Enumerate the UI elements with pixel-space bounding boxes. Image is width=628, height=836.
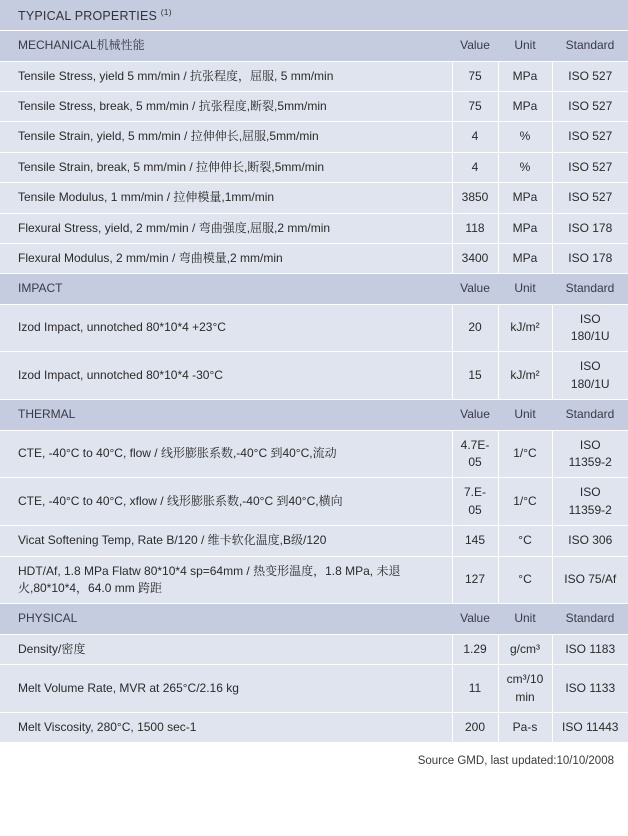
property-name: Melt Volume Rate, MVR at 265°C/2.16 kg: [0, 665, 452, 713]
section-header-row: [0, 400, 628, 430]
property-unit: 1/°C: [498, 478, 552, 526]
property-standard: ISO 1133: [552, 665, 628, 713]
column-header-standard: Standard: [552, 400, 628, 430]
table-row: [0, 152, 628, 182]
property-value: 20: [452, 304, 498, 352]
property-name: Melt Viscosity, 280°C, 1500 sec-1: [0, 712, 452, 742]
property-value: 127: [452, 556, 498, 604]
property-value: 75: [452, 61, 498, 91]
properties-table: [0, 31, 628, 743]
column-header-unit: Unit: [498, 274, 552, 304]
column-header-value: Value: [452, 400, 498, 430]
property-standard: ISO 306: [552, 526, 628, 556]
column-header-standard: Standard: [552, 31, 628, 61]
property-name: Vicat Softening Temp, Rate B/120 / 维卡软化温度,B级/120: [0, 526, 452, 556]
property-unit: %: [498, 152, 552, 182]
section-title: MECHANICAL机械性能: [0, 31, 452, 61]
table-row: [0, 430, 628, 478]
page-title-footnote-marker: (1): [160, 7, 172, 17]
property-standard: ISO 178: [552, 213, 628, 243]
property-value: 1.29: [452, 634, 498, 664]
property-standard: ISO 527: [552, 61, 628, 91]
table-row: [0, 304, 628, 352]
column-header-standard: Standard: [552, 604, 628, 634]
property-standard: ISO 75/Af: [552, 556, 628, 604]
property-standard: ISO 180/1U: [552, 304, 628, 352]
property-value: 3850: [452, 183, 498, 213]
column-header-unit: Unit: [498, 31, 552, 61]
table-row: [0, 213, 628, 243]
page-title: [0, 0, 628, 31]
table-row: [0, 61, 628, 91]
property-name: Density/密度: [0, 634, 452, 664]
property-name: Tensile Strain, yield, 5 mm/min / 拉伸伸长,屈服,5mm/min: [0, 122, 452, 152]
property-unit: MPa: [498, 91, 552, 121]
property-name: Tensile Modulus, 1 mm/min / 拉伸模量,1mm/min: [0, 183, 452, 213]
page-title-text: TYPICAL PROPERTIES: [18, 9, 158, 24]
column-header-value: Value: [452, 31, 498, 61]
property-standard: ISO 178: [552, 243, 628, 273]
property-standard: ISO 180/1U: [552, 352, 628, 400]
property-value: 4: [452, 152, 498, 182]
section-title: THERMAL: [0, 400, 452, 430]
table-row: [0, 478, 628, 526]
table-row: [0, 243, 628, 273]
property-value: 4: [452, 122, 498, 152]
property-value: 3400: [452, 243, 498, 273]
column-header-value: Value: [452, 274, 498, 304]
property-standard: ISO 11359-2: [552, 430, 628, 478]
property-unit: MPa: [498, 213, 552, 243]
column-header-value: Value: [452, 604, 498, 634]
property-standard: ISO 527: [552, 91, 628, 121]
table-row: [0, 122, 628, 152]
property-value: 11: [452, 665, 498, 713]
table-row: [0, 91, 628, 121]
property-unit: MPa: [498, 61, 552, 91]
property-name: Izod Impact, unnotched 80*10*4 -30°C: [0, 352, 452, 400]
property-value: 118: [452, 213, 498, 243]
table-row: [0, 665, 628, 713]
property-value: 145: [452, 526, 498, 556]
section-header-row: [0, 31, 628, 61]
property-name: CTE, -40°C to 40°C, xflow / 线形膨胀系数,-40°C 到40°C,横向: [0, 478, 452, 526]
property-name: Tensile Stress, yield 5 mm/min / 抗张程度，屈服, 5 mm/min: [0, 61, 452, 91]
property-unit: kJ/m²: [498, 352, 552, 400]
property-unit: kJ/m²: [498, 304, 552, 352]
property-standard: ISO 527: [552, 122, 628, 152]
column-header-standard: Standard: [552, 274, 628, 304]
property-unit: g/cm³: [498, 634, 552, 664]
property-standard: ISO 11359-2: [552, 478, 628, 526]
property-unit: °C: [498, 526, 552, 556]
table-row: [0, 183, 628, 213]
property-unit: MPa: [498, 183, 552, 213]
property-unit: Pa-s: [498, 712, 552, 742]
property-value: 15: [452, 352, 498, 400]
source-footer: Source GMD, last updated:10/10/2008: [417, 755, 614, 768]
property-value: 200: [452, 712, 498, 742]
property-standard: ISO 527: [552, 183, 628, 213]
property-unit: %: [498, 122, 552, 152]
property-name: Tensile Stress, break, 5 mm/min / 抗张程度,断裂,5mm/min: [0, 91, 452, 121]
section-title: PHYSICAL: [0, 604, 452, 634]
table-row: [0, 352, 628, 400]
section-header-row: [0, 274, 628, 304]
property-standard: ISO 527: [552, 152, 628, 182]
table-row: [0, 634, 628, 664]
property-value: 7.E-05: [452, 478, 498, 526]
table-row: [0, 526, 628, 556]
property-unit: cm³/10 min: [498, 665, 552, 713]
section-header-row: [0, 604, 628, 634]
column-header-unit: Unit: [498, 400, 552, 430]
property-value: 75: [452, 91, 498, 121]
section-title: IMPACT: [0, 274, 452, 304]
property-name: Flexural Modulus, 2 mm/min / 弯曲模量,2 mm/min: [0, 243, 452, 273]
property-standard: ISO 1183: [552, 634, 628, 664]
property-name: CTE, -40°C to 40°C, flow / 线形膨胀系数,-40°C 到40°C,流动: [0, 430, 452, 478]
properties-table-body: [0, 31, 628, 743]
property-name: HDT/Af, 1.8 MPa Flatw 80*10*4 sp=64mm / 热变形温度，1.8 MPa, 未退火,80*10*4，64.0 mm 跨距: [0, 556, 452, 604]
property-unit: MPa: [498, 243, 552, 273]
property-name: Izod Impact, unnotched 80*10*4 +23°C: [0, 304, 452, 352]
property-name: Tensile Strain, break, 5 mm/min / 拉伸伸长,断裂,5mm/min: [0, 152, 452, 182]
property-value: 4.7E-05: [452, 430, 498, 478]
property-unit: 1/°C: [498, 430, 552, 478]
property-standard: ISO 11443: [552, 712, 628, 742]
table-row: [0, 556, 628, 604]
column-header-unit: Unit: [498, 604, 552, 634]
property-name: Flexural Stress, yield, 2 mm/min / 弯曲强度,屈服,2 mm/min: [0, 213, 452, 243]
table-row: [0, 712, 628, 742]
property-unit: °C: [498, 556, 552, 604]
